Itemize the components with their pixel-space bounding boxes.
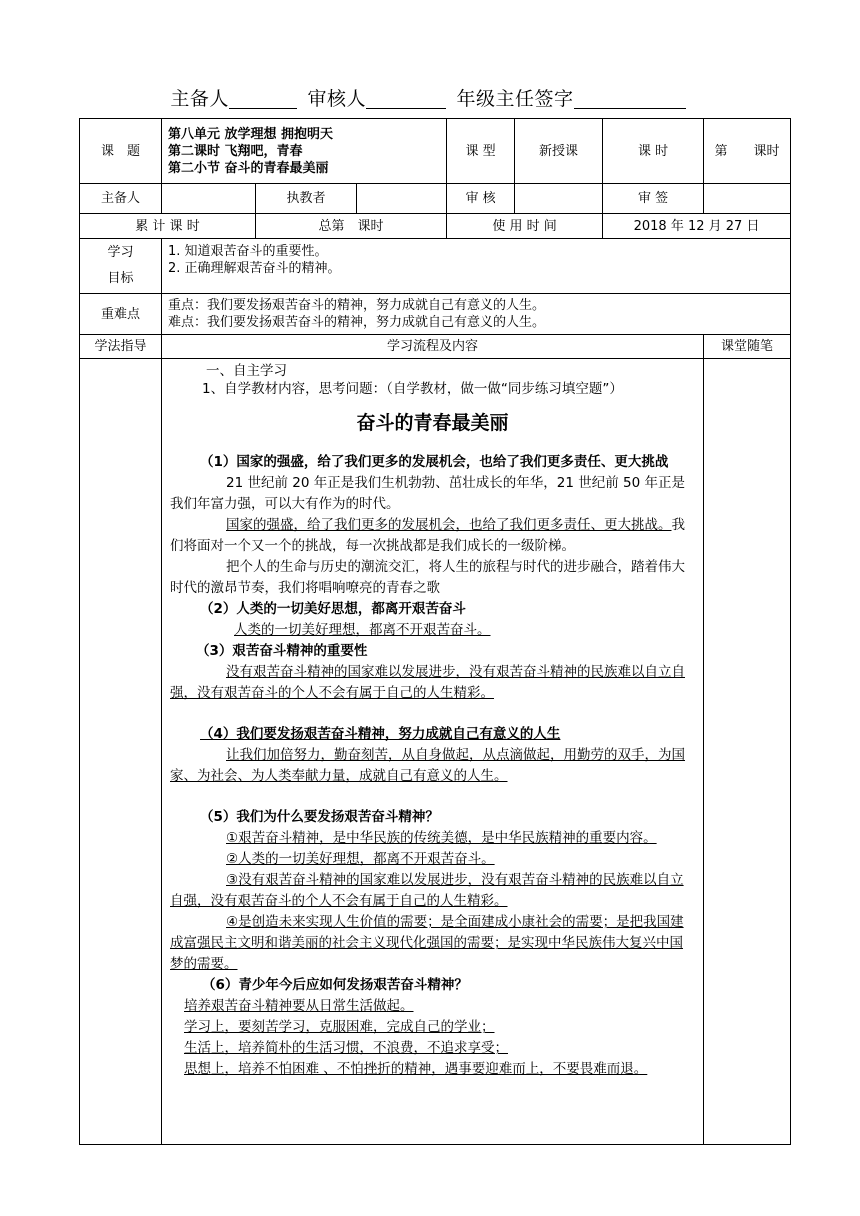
row-staff [80, 184, 791, 214]
q6-a3-line [170, 1038, 695, 1059]
notes-header: 课堂随笔 [704, 335, 791, 359]
sign-value[interactable] [704, 184, 791, 214]
sign-label: 审 签 [603, 184, 704, 214]
q1-paragraph-1: 21 世纪前 20 年正是我们生机勃勃、茁壮成长的年华，21 世纪前 50 年正是我们年富力强，可以大有作为的时代。 [170, 475, 685, 512]
q5-heading: （5）我们为什么要发扬艰苦奋斗精神？ [200, 809, 439, 825]
course-label: 课 题 [80, 119, 162, 184]
type-label: 课 型 [447, 119, 515, 184]
total-label: 累 计 课 时 [80, 214, 256, 239]
q3-answer-para [170, 662, 695, 704]
q1-underlined: 国家的强盛，给了我们更多的发展机会，也给了我们更多责任、更大挑战。 [226, 517, 672, 533]
q4-answer: 让我们加倍努力，勤奋刻苦，从自身做起，从点滴做起，用勤劳的双手，为国家、为社会、为人类奉献力量，成就自己有意义的人生。 [170, 747, 685, 784]
q5-a3-para [170, 870, 695, 912]
q1-plain: 我们将面对一个又一个的挑战，每一次挑战都是我们成长的一级阶梯。 [170, 517, 685, 554]
row-goals [80, 239, 791, 294]
review-label: 审核人 [307, 88, 366, 110]
prep-cell-label: 主备人 [80, 184, 162, 214]
flow-column [162, 359, 704, 1145]
q4-heading-line [170, 724, 695, 745]
goals-label-2: 目标 [107, 271, 134, 286]
q2-answer: 人类的一切美好理想，都离不开艰苦奋斗。 [234, 622, 491, 638]
q5-answer-3: ③没有艰苦奋斗精神的国家难以发展进步，没有艰苦奋斗精神的民族难以自立自强，没有艰苦奋斗的个人不会有属于自己的人生精彩。 [170, 872, 684, 909]
q6-a2-line [170, 1017, 695, 1038]
period-value: 第 课时 [704, 119, 791, 184]
q5-a1-para [170, 828, 695, 849]
row-columns [80, 335, 791, 359]
goals-content [162, 239, 791, 294]
director-label: 年级主任签字 [456, 88, 574, 110]
q6-heading: （6）青少年今后应如何发扬艰苦奋斗精神？ [202, 977, 468, 993]
review-cell-label: 审 核 [447, 184, 515, 214]
q5-answer-2: ②人类的一切美好理想，都离不开艰苦奋斗。 [226, 851, 495, 867]
goal-item: 2. 正确理解艰苦奋斗的精神。 [168, 261, 341, 276]
review-blank[interactable] [366, 90, 446, 109]
row-time [80, 214, 791, 239]
goal-item: 1. 知道艰苦奋斗的重要性。 [168, 244, 328, 259]
q5-a2-para [170, 849, 695, 870]
q6-answer-3: 生活上，培养简朴的生活习惯，不浪费，不追求享受； [184, 1040, 508, 1056]
q3-answer: 没有艰苦奋斗精神的国家难以发展进步，没有艰苦奋斗精神的民族难以自立自强，没有艰苦奋斗的个人不会有属于自己的人生精彩。 [170, 664, 685, 701]
q6-answer-4: 思想上，培养不怕困难 、不怕挫折的精神，遇事要迎难而上，不要畏难而退。 [184, 1061, 648, 1077]
notes-column[interactable] [704, 359, 791, 1145]
q4-heading: （4）我们要发扬艰苦奋斗精神，努力成就自己有意义的人生 [200, 726, 561, 742]
q3-heading: （3）艰苦奋斗精神的重要性 [196, 643, 368, 659]
content-title: 奋斗的青春最美丽 [356, 412, 509, 434]
prep-cell-value[interactable] [162, 184, 256, 214]
q6-a4-line [170, 1059, 695, 1080]
keypoints-content [162, 294, 791, 335]
goals-label [80, 239, 162, 294]
type-value: 新授课 [515, 119, 603, 184]
q6-a1-line [170, 996, 695, 1017]
keypoint-item: 难点：我们要发扬艰苦奋斗的精神，努力成就自己有意义的人生。 [168, 315, 546, 330]
exec-value[interactable] [357, 184, 447, 214]
prep-blank[interactable] [229, 90, 297, 109]
q1-paragraph-2 [170, 515, 695, 557]
guide-column[interactable] [80, 359, 162, 1145]
q5-a4-para [170, 912, 695, 975]
instruction: 1、自学教材内容，思考问题：（自学教材，做一做“同步练习填空题”） [202, 381, 623, 397]
q1-paragraph-3: 把个人的生命与历史的潮流交汇，将人生的旅程与时代的进步融合，踏着伟大时代的激昂节奏，我们将唱响嘹亮的青春之歌 [170, 559, 685, 596]
lesson-plan-table [79, 118, 791, 1145]
guide-header: 学法指导 [80, 335, 162, 359]
course-value [162, 119, 447, 184]
row-content [80, 359, 791, 1145]
q1-heading: （1）国家的强盛，给了我们更多的发展机会，也给了我们更多责任、更大挑战 [200, 454, 669, 470]
date-label: 使 用 时 间 [447, 214, 603, 239]
course-line-3: 第二小节 奋斗的青春最美丽 [168, 160, 329, 176]
q5-answer-4: ④是创造未来实现人生价值的需要；是全面建成小康社会的需要；是把我国建成富强民主文明和谐美丽的社会主义现代化强国的需要；是实现中华民族伟大复兴中国梦的需要。 [170, 914, 684, 972]
course-line-2: 第二课时 飞翔吧，青春 [168, 143, 303, 159]
row-keypoints [80, 294, 791, 335]
keypoint-item: 重点：我们要发扬艰苦奋斗的精神，努力成就自己有意义的人生。 [168, 298, 546, 313]
signature-header [0, 84, 860, 111]
period-label: 课 时 [603, 119, 704, 184]
q2-answer-line [170, 620, 695, 641]
director-blank[interactable] [574, 90, 686, 109]
keypoints-label: 重难点 [80, 294, 162, 335]
review-cell-value[interactable] [515, 184, 603, 214]
total-value: 总第 课时 [256, 214, 447, 239]
q4-answer-para [170, 745, 695, 787]
q2-heading: （2）人类的一切美好思想，都离开艰苦奋斗 [200, 601, 466, 617]
exec-label: 执教者 [256, 184, 357, 214]
q6-answer-1: 培养艰苦奋斗精神要从日常生活做起。 [184, 998, 414, 1014]
flow-header: 学习流程及内容 [162, 335, 704, 359]
course-line-1: 第八单元 放学理想 拥抱明天 [168, 126, 334, 142]
q6-answer-2: 学习上，要刻苦学习，克服困难，完成自己的学业； [184, 1019, 495, 1035]
section-heading: 一、自主学习 [206, 363, 287, 379]
row-course [80, 119, 791, 184]
q5-answer-1: ①艰苦奋斗精神，是中华民族的传统美德，是中华民族精神的重要内容。 [226, 830, 657, 846]
goals-label-1: 学习 [107, 245, 134, 260]
prep-label: 主备人 [170, 88, 229, 110]
date-value: 2018 年 12 月 27 日 [603, 214, 791, 239]
